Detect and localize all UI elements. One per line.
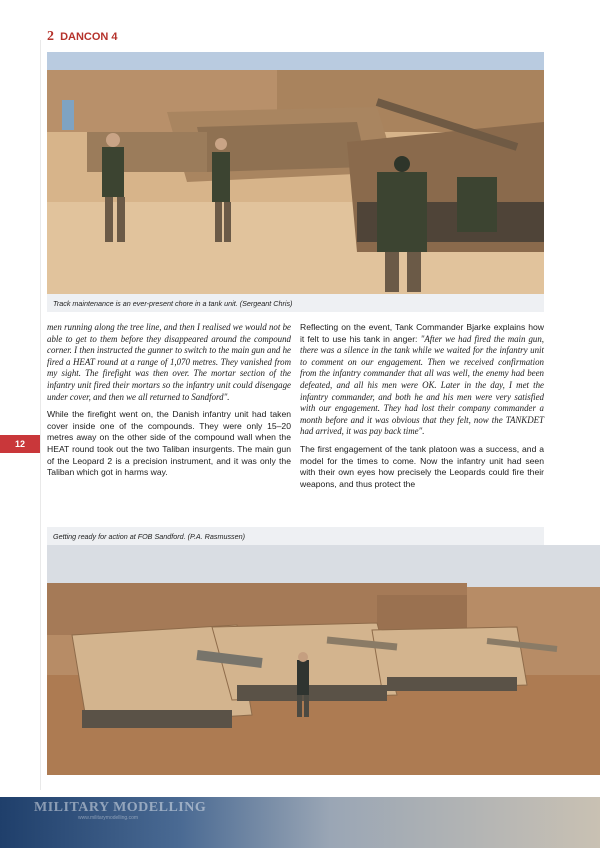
intro-text: Reflecting on the event, Tank Commander Bjarke explains how it felt to use his tank in anger:: [300, 322, 544, 344]
left-text-column: [47, 322, 291, 485]
page-number: 12: [0, 435, 40, 453]
fob-sandford-image: [47, 545, 600, 775]
top-photo-caption: Track maintenance is an ever-present chore in a tank unit. (Sergeant Chris): [47, 294, 544, 312]
top-photo: [47, 52, 544, 294]
chapter-number: 2: [47, 29, 54, 44]
body-paragraph: While the firefight went on, the Danish infantry unit had taken cover inside one of the compounds. They were only 15–20 metres away on the other side of the compound wall when the HEAT round took out the two Taliban insurgents. The main gun of the Leopard 2 is a precision instrument, and it was only the Taliban which got in harms way.: [47, 409, 291, 478]
chapter-title: DANCON 4: [60, 31, 118, 43]
body-paragraph: The first engagement of the tank platoon was a success, and a model for the times to come. Now the infantry unit had seen with their own eyes how precisely the Leopards could fire their weapons, and thus protect the: [300, 443, 544, 489]
quote-continuation: men running along the tree line, and then I realised we would not be able to get to them before they disappeared around the compound corner. I then instructed the gunner to switch to the main gun and he fired a HEAT round at a range of 1,070 metres. They vanished from my sight. The firefight was then over. The mortar section of the infantry unit fired their mortars so the infantry unit could disengage under cover, and then we all returned to Sandford".: [47, 322, 291, 402]
bottom-photo: [47, 545, 600, 775]
commander-paragraph: [300, 322, 544, 438]
publisher-logo: MILITARY MODELLING: [34, 800, 207, 815]
commander-quote: "After we had fired the main gun, there was a silence in the tank while we waited for the infantry unit to comment on our engagement. Then we received confirmation from the infantry commander that all was well, the enemy had been defeated, and all his men were OK. Later in the day, I met the infantry commander, and both he and his men were very satisfied with our engagement. They had lost their company commander a month before and it was obvious that they felt, now the TANKDET had arrived, it was pay back time".: [300, 333, 545, 437]
bottom-photo-caption: Getting ready for action at FOB Sandford. (P.A. Rasmussen): [47, 527, 544, 545]
running-header: [47, 29, 118, 45]
publisher-url: www.militarymodelling.com: [78, 815, 139, 821]
tank-maintenance-image: [47, 52, 544, 294]
right-text-column: [300, 322, 544, 496]
page-margin-rule: [40, 40, 41, 790]
